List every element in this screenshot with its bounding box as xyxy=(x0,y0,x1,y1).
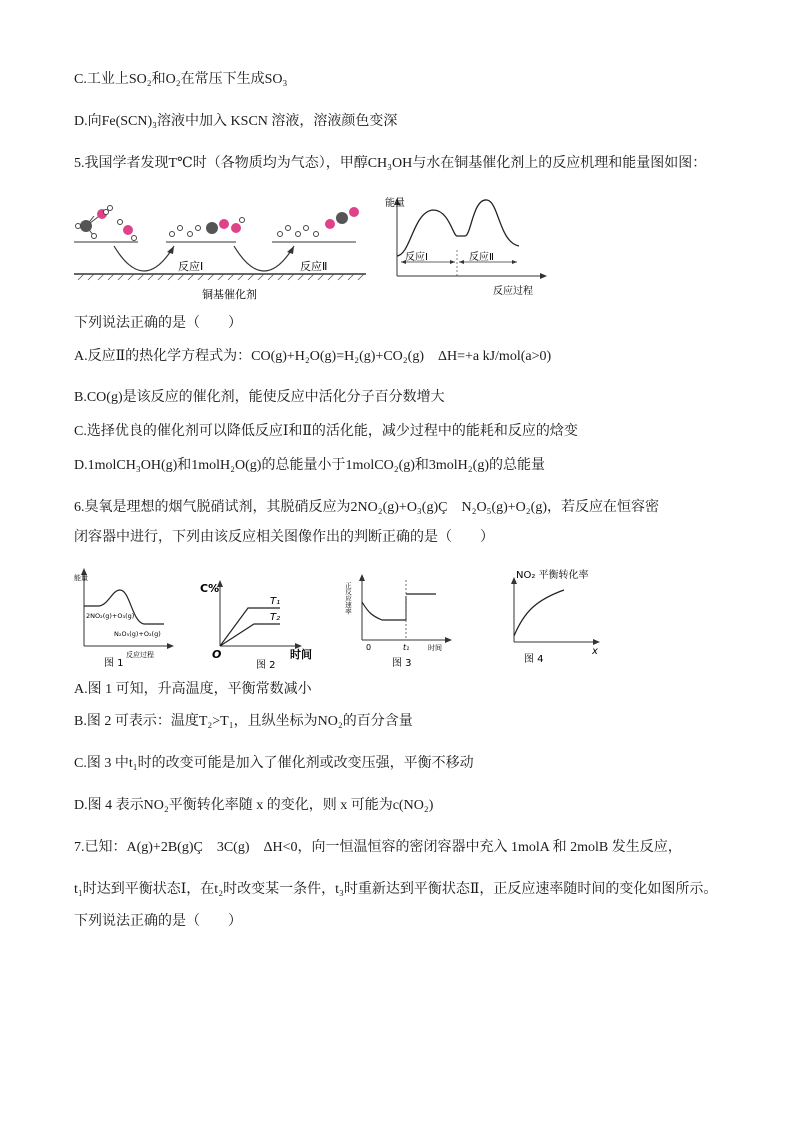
energy-seg1: 反应Ⅰ xyxy=(405,252,428,263)
g3-xlabel: 时间 xyxy=(428,644,442,652)
step2-label: 反应Ⅱ xyxy=(300,260,328,273)
q6-stem-line2: 闭容器中进行，下列由该反应相关图像作出的判断正确的是（ ） xyxy=(74,530,494,545)
q6-option-d: D.图 4 表示NO₂平衡转化率随 x 的变化，则 x 可能为c(NO₂) xyxy=(74,798,434,813)
q5-option-d: D.1molCH₃OH(g)和1molH₂O(g)的总能量小于1molCO₂(g)和3molH₂(g)的总能量 xyxy=(74,458,545,473)
g4-title: NO₂ 平衡转化率 xyxy=(516,570,589,581)
g1-xlabel: 反应过程 xyxy=(126,651,154,659)
g3-caption: 图 3 xyxy=(392,658,412,669)
g1-products: N₂O₅(g)+O₂(g) xyxy=(114,630,161,638)
g3-t1-label: t₁ xyxy=(403,643,410,652)
g1-caption: 图 1 xyxy=(104,658,124,669)
energy-xlabel: 反应过程 xyxy=(493,286,533,297)
q4-option-d: D.向Fe(SCN)₃溶液中加入 KSCN 溶液，溶液颜色变深 xyxy=(74,114,398,129)
q6-graph4 xyxy=(498,564,608,670)
g2-xlabel: 时间 xyxy=(290,648,312,661)
g2-caption: 图 2 xyxy=(256,660,276,671)
q7-stem-line2: t₁时达到平衡状态Ⅰ，在t₂时改变某一条件，t₃时重新达到平衡状态Ⅱ，正反应速率随时间的变化如图所示。 xyxy=(74,882,718,897)
q5-energy-diagram xyxy=(383,190,558,300)
q6-option-c: C.图 3 中t₁时的改变可能是加入了催化剂或改变压强，平衡不移动 xyxy=(74,756,474,771)
g2-t2-label: T₂ xyxy=(270,612,281,623)
q6-graph3 xyxy=(344,570,458,670)
q5-stem: 5.我国学者发现T℃时（各物质均为气态），甲醇CH₃OH与水在铜基催化剂上的反应机理和能量图如图： xyxy=(74,156,707,171)
water-molecule xyxy=(104,210,137,241)
intermediate-molecules xyxy=(170,218,245,237)
catalyst-label: 铜基催化剂 xyxy=(202,288,257,301)
energy-seg2: 反应Ⅱ xyxy=(469,252,494,263)
q6-graph1 xyxy=(74,566,174,668)
g3-origin: 0 xyxy=(366,643,372,652)
q5-option-c: C.选择优良的催化剂可以降低反应Ⅰ和Ⅱ的活化能，减少过程中的能耗和反应的焓变 xyxy=(74,424,578,439)
q5-mechanism-figure xyxy=(74,196,374,304)
q5-option-a: A.反应Ⅱ的热化学方程式为：CO(g)+H₂O(g)=H₂(g)+CO₂(g) ΔH=+a kJ/mol(a>0) xyxy=(74,349,552,364)
g1-ylabel: 能量 xyxy=(74,574,88,582)
step1-label: 反应Ⅰ xyxy=(178,260,204,273)
q6-stem-line1: 6.臭氧是理想的烟气脱硝试剂，其脱硝反应为2NO₂(g)+O₃(g)Ç N₂O₅(g)+O₂(g)，若反应在恒容密 xyxy=(74,500,659,515)
q5-option-b: B.CO(g)是该反应的催化剂，能使反应中活化分子百分数增大 xyxy=(74,390,445,405)
g4-xlabel: x xyxy=(592,646,598,657)
g1-reactants: 2NO₂(g)+O₃(g) xyxy=(86,612,135,620)
g2-ylabel: C% xyxy=(200,582,220,595)
energy-ylabel: 能量 xyxy=(385,198,405,209)
g2-t1-label: T₁ xyxy=(270,596,281,607)
g2-origin: O xyxy=(212,648,222,661)
g4-caption: 图 4 xyxy=(524,654,544,665)
product-molecules xyxy=(278,207,360,237)
q7-stem-line1: 7.已知：A(g)+2B(g)Ç 3C(g) ΔH<0，向一恒温恒容的密闭容器中充入 1molA 和 2molB 发生反应， xyxy=(74,840,682,855)
g3-ylabel: 正反应速率 xyxy=(344,582,352,615)
q6-graph2 xyxy=(198,574,326,670)
q7-prompt: 下列说法正确的是（ ） xyxy=(74,914,242,929)
q4-option-c: C.工业上SO₂和O₂在常压下生成SO₃ xyxy=(74,72,288,87)
q5-prompt: 下列说法正确的是（ ） xyxy=(74,316,242,331)
q6-option-a: A.图 1 可知，升高温度，平衡常数减小 xyxy=(74,682,312,697)
q6-option-b: B.图 2 可表示：温度T₂>T₁，且纵坐标为NO₂的百分含量 xyxy=(74,714,413,729)
